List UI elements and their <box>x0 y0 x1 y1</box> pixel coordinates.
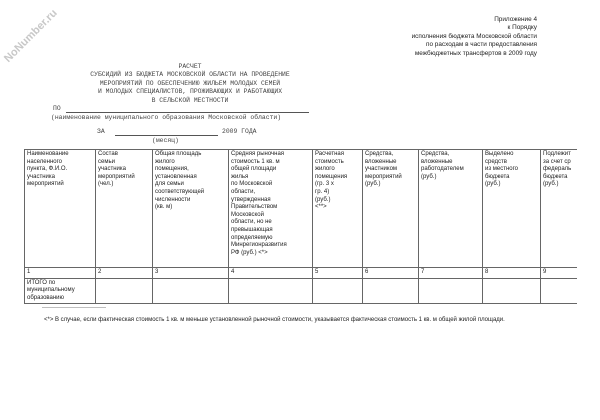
municipality-field-line <box>66 112 309 113</box>
title-line: И МОЛОДЫХ СПЕЦИАЛИСТОВ, ПРОЖИВАЮЩИХ И РАБОТАЮЩИХ <box>97 88 283 96</box>
appendix-line: межбюджетных трансфертов в 2009 году <box>414 49 537 57</box>
appendix-note <box>412 16 537 58</box>
column-header: Средства, вложенные работодателем (руб.) <box>419 150 483 268</box>
appendix-line: по расходам в части предоставления <box>425 41 537 49</box>
column-header: Общая площадь жилого помещения, установленная для семьи соответствующей численности (кв. м) <box>153 150 229 268</box>
column-number: 2 <box>96 268 153 279</box>
table-cell <box>229 278 313 304</box>
year-label: 2009 ГОДА <box>222 128 257 135</box>
table-cell <box>419 278 483 304</box>
column-number: 3 <box>153 268 229 279</box>
header-row <box>25 150 585 268</box>
subsidy-table <box>24 149 585 304</box>
month-caption: (месяц) <box>152 137 179 144</box>
total-row-label: ИТОГО по муниципальному образованию <box>25 278 96 304</box>
column-number: 9 <box>541 268 585 279</box>
column-header: Расчетная стоимость жилого помещения (гр. 3 x гр. 4) (руб.) <**> <box>313 150 363 268</box>
column-number: 6 <box>363 268 419 279</box>
document-title <box>40 63 340 105</box>
table-cell <box>363 278 419 304</box>
column-header: Состав семьи участника мероприятий (чел.) <box>96 150 153 268</box>
footnote-separator: -------------------------------- <box>42 305 106 311</box>
po-label: ПО <box>53 105 61 112</box>
title-line: МЕРОПРИЯТИЙ ПО ОБЕСПЕЧЕНИЮ ЖИЛЬЕМ МОЛОДЫХ СЕМЕЙ <box>99 79 281 87</box>
table-cell <box>483 278 541 304</box>
total-row <box>25 278 585 304</box>
appendix-line: Приложение 4 <box>494 16 537 23</box>
title-line: СУБСИДИЙ ИЗ БЮДЖЕТА МОСКОВСКОЙ ОБЛАСТИ НА ПРОВЕДЕНИЕ <box>90 71 290 79</box>
appendix-line: исполнения бюджета Московской области <box>411 32 537 40</box>
footnote: <*> В случае, если фактическая стоимость 1 кв. м меньше установленной рыночной стоимости, указывается фактическая стоимость 1 кв. м общей жилой площади. <box>44 317 505 323</box>
column-number: 8 <box>483 268 541 279</box>
table-cell <box>313 278 363 304</box>
column-number: 5 <box>313 268 363 279</box>
column-header: Средства, вложенные участником мероприятий (руб.) <box>363 150 419 268</box>
appendix-line: к Порядку <box>507 24 537 32</box>
column-number: 7 <box>419 268 483 279</box>
watermark: NoNumber.ru <box>1 7 60 65</box>
title-line: РАСЧЕТ <box>178 63 202 70</box>
column-number: 1 <box>25 268 96 279</box>
column-header: Подлежит за счет ср федераль бюджета (руб.) <box>541 150 585 268</box>
column-number: 4 <box>229 268 313 279</box>
table-cell <box>153 278 229 304</box>
column-header: Наименование населенного пункта, Ф.И.О. участника мероприятий <box>25 150 96 268</box>
title-line: В СЕЛЬСКОЙ МЕСТНОСТИ <box>151 96 229 104</box>
table-cell <box>96 278 153 304</box>
za-label: ЗА <box>97 128 105 135</box>
column-header: Выделено средств из местного бюджета (руб.) <box>483 150 541 268</box>
column-header: Средняя рыночная стоимость 1 кв. м общей площади жилья по Московской области, утвержденная Правительством Московской области, но не превышающая определяемую Минрегионразвития РФ (руб.) <*> <box>229 150 313 268</box>
page-edge <box>577 140 600 310</box>
po-caption: (наименование муниципального образования Московской области) <box>51 114 282 121</box>
month-field-line <box>115 135 218 136</box>
column-number-row <box>25 268 585 279</box>
